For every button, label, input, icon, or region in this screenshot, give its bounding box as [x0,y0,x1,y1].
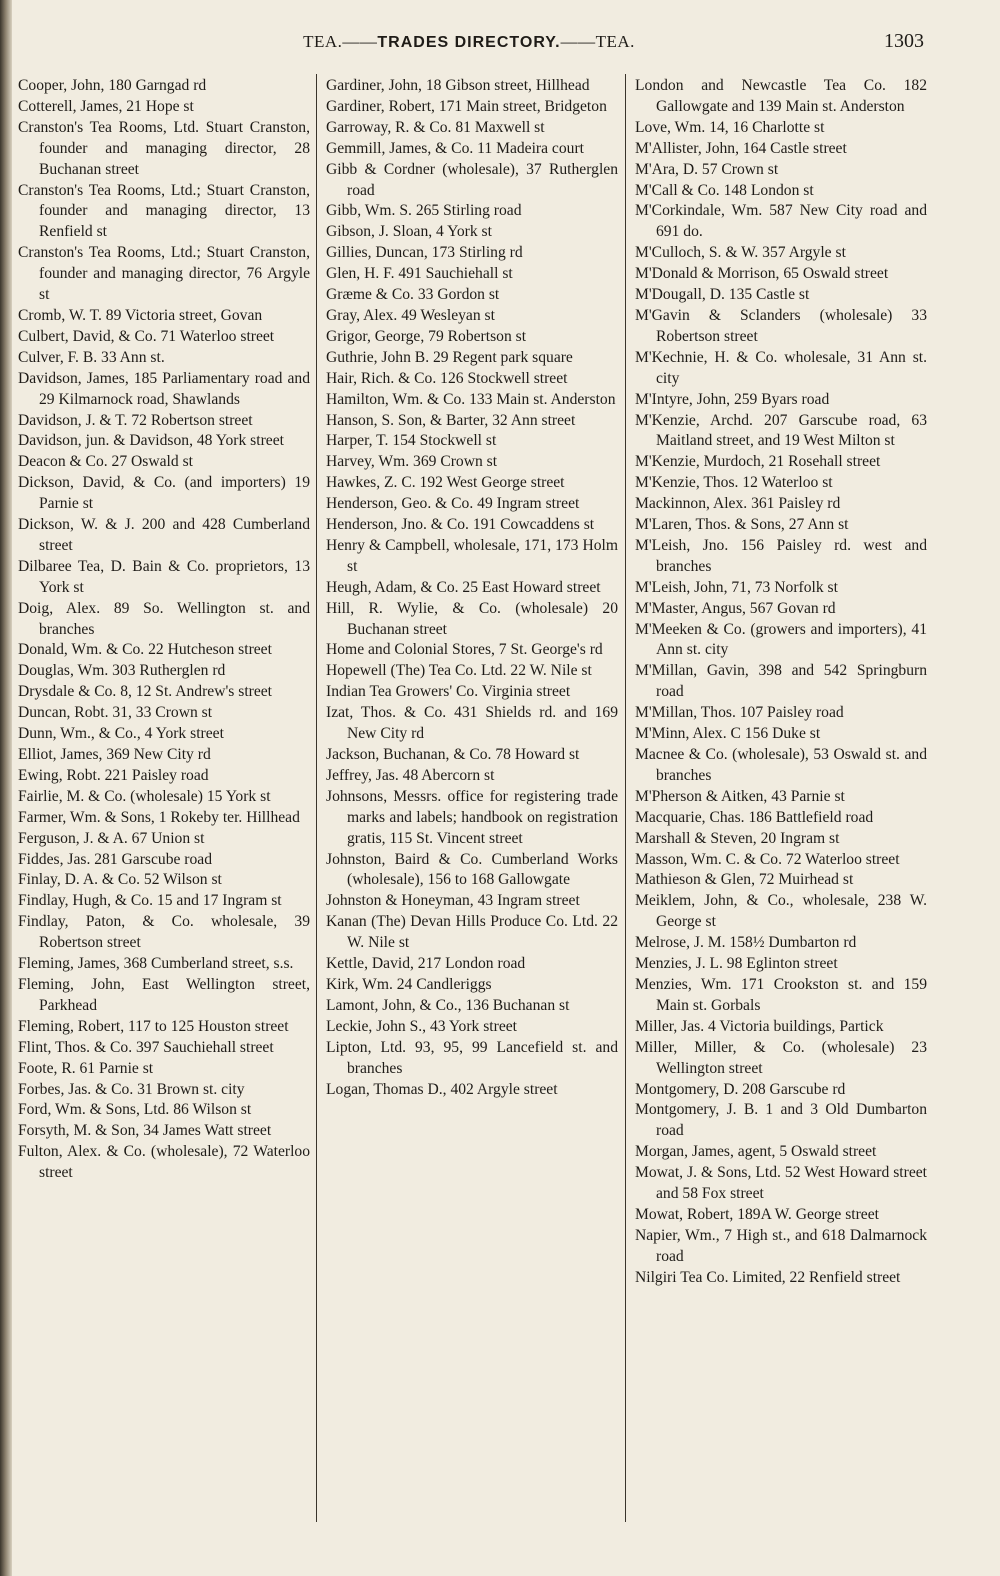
directory-entry: Fiddes, Jas. 281 Garscube road [18,850,213,868]
directory-entry: Fleming, Robert, 117 to 125 Houston street [18,1017,289,1035]
directory-entry: Davidson, James, 185 Parliamentary road and 29 Kilmarnock road, Shawlands [18,369,310,408]
directory-entry: Macnee & Co. (wholesale), 53 Oswald st. and branches [635,746,927,784]
directory-entry: Kirk, Wm. 24 Candleriggs [326,975,492,993]
directory-entry: Menzies, J. L. 98 Eglinton street [635,955,838,973]
page-number: 1303 [884,30,924,52]
directory-entry: Henry & Campbell, wholesale, 171, 173 Holm st [326,536,618,575]
directory-entry: Heugh, Adam, & Co. 25 East Howard street [326,578,601,596]
directory-entry: Hill, R. Wylie, & Co. (wholesale) 20 Buchanan street [326,599,618,638]
directory-entry: M'Kenzie, Thos. 12 Waterloo st [635,474,833,492]
directory-entry: Donald, Wm. & Co. 22 Hutcheson street [18,641,272,659]
directory-entry: Gardiner, John, 18 Gibson street, Hillhead [326,77,590,94]
directory-entry: Home and Colonial Stores, 7 St. George's rd [326,641,603,659]
directory-entry: M'Meeken & Co. (growers and importers), 41 Ann st. city [635,620,927,659]
directory-entry: M'Pherson & Aitken, 43 Parnie st [635,787,845,805]
directory-entry: Culver, F. B. 33 Ann st. [18,348,165,366]
directory-entry: M'Culloch, S. & W. 357 Argyle st [635,244,846,262]
directory-entry: Gibb, Wm. S. 265 Stirling road [326,202,522,220]
directory-entry: Ferguson, J. & A. 67 Union st [18,829,205,847]
header-left: TEA. [303,32,343,51]
directory-entry: Cotterell, James, 21 Hope st [18,97,194,115]
directory-entry: Duncan, Robt. 31, 33 Crown st [18,704,213,722]
directory-entry: Cooper, John, 180 Garngad rd [18,77,207,94]
directory-entry: Johnsons, Messrs. office for registering trade marks and labels; handbook on registration gratis, 115 St. Vincent street [326,787,618,847]
directory-entry: M'Kenzie, Archd. 207 Garscube road, 63 Maitland street, and 19 West Milton st [635,411,927,450]
directory-entry: Macquarie, Chas. 186 Battlefield road [635,808,874,826]
directory-entry: Findlay, Paton, & Co. wholesale, 39 Robertson street [18,913,310,952]
header-dash-right: —— [560,32,596,51]
directory-entry: Napier, Wm., 7 High st., and 618 Dalmarnock road [635,1226,927,1265]
directory-entry: Hopewell (The) Tea Co. Ltd. 22 W. Nile st [326,662,592,680]
directory-entry: M'Kenzie, Murdoch, 21 Rosehall street [635,453,881,471]
header-title [14,32,924,52]
directory-entry: Hamilton, Wm. & Co. 133 Main st. Anderston [326,390,616,408]
directory-entry: Dunn, Wm., & Co., 4 York street [18,725,224,743]
directory-entry: Miller, Miller, & Co. (wholesale) 23 Wellington street [635,1038,927,1077]
directory-entry: Melrose, J. M. 158½ Dumbarton rd [635,934,857,952]
directory-entry: Nilgiri Tea Co. Limited, 22 Renfield street [635,1268,901,1286]
book-spine-shadow [0,0,12,1576]
directory-entry: Garroway, R. & Co. 81 Maxwell st [326,118,545,136]
directory-entry: Hanson, S. Son, & Barter, 32 Ann street [326,411,576,429]
directory-entry: Menzies, Wm. 171 Crookston st. and 159 Main st. Gorbals [635,975,927,1014]
directory-entry: Hair, Rich. & Co. 126 Stockwell street [326,369,568,387]
directory-entry: Henderson, Geo. & Co. 49 Ingram street [326,495,580,513]
column-divider-1 [316,74,317,1522]
directory-entry: Mackinnon, Alex. 361 Paisley rd [635,495,841,513]
directory-entry: M'Leish, John, 71, 73 Norfolk st [635,578,838,596]
directory-entry: Johnston, Baird & Co. Cumberland Works (wholesale), 156 to 168 Gallowgate [326,850,618,889]
directory-entry: Doig, Alex. 89 So. Wellington st. and branches [18,599,310,638]
directory-entry: M'Millan, Gavin, 398 and 542 Springburn road [635,662,927,701]
directory-entry: Mathieson & Glen, 72 Muirhead st [635,871,854,889]
directory-entry: Mowat, Robert, 189A W. George street [635,1205,879,1223]
directory-entry: Fairlie, M. & Co. (wholesale) 15 York st [18,787,271,805]
directory-entry: Logan, Thomas D., 402 Argyle street [326,1080,558,1098]
directory-entry: Gibb & Cordner (wholesale), 37 Rutherglen road [326,160,618,199]
directory-entry: M'Millan, Thos. 107 Paisley road [635,704,844,722]
header-center: TRADES DIRECTORY. [377,34,561,51]
directory-entry: Græme & Co. 33 Gordon st [326,286,500,304]
running-header [14,30,924,60]
directory-entry: Forbes, Jas. & Co. 31 Brown st. city [18,1080,245,1098]
directory-entry: Gardiner, Robert, 171 Main street, Bridgeton [326,97,607,115]
directory-entry: Lipton, Ltd. 93, 95, 99 Lancefield st. and branches [326,1038,618,1077]
directory-entry: Gibson, J. Sloan, 4 York st [326,223,492,241]
directory-entry: Farmer, Wm. & Sons, 1 Rokeby ter. Hillhead [18,808,300,826]
directory-entry: Davidson, jun. & Davidson, 48 York street [18,432,284,450]
directory-column-1 [18,76,310,1184]
directory-entry: M'Gavin & Sclanders (wholesale) 33 Robertson street [635,306,927,345]
directory-entry: Harvey, Wm. 369 Crown st [326,453,498,471]
directory-column-3 [635,76,927,1289]
directory-entry: Ewing, Robt. 221 Paisley road [18,766,209,784]
directory-entry: Fleming, John, East Wellington street, Parkhead [18,975,310,1014]
directory-entry: Jackson, Buchanan, & Co. 78 Howard st [326,746,580,763]
directory-entry: M'Dougall, D. 135 Castle st [635,286,810,304]
directory-entry: M'Corkindale, Wm. 587 New City road and 691 do. [635,202,927,241]
directory-entry: Jeffrey, Jas. 48 Abercorn st [326,766,495,784]
directory-entry: Grigor, George, 79 Robertson st [326,327,527,345]
column-divider-2 [625,74,626,1522]
directory-entry: Harper, T. 154 Stockwell st [326,432,497,450]
directory-entry: Drysdale & Co. 8, 12 St. Andrew's street [18,683,273,701]
directory-entry: Douglas, Wm. 303 Rutherglen rd [18,662,226,680]
header-right: TEA. [595,32,635,51]
directory-entry: Hawkes, Z. C. 192 West George street [326,474,565,492]
directory-entry: Gillies, Duncan, 173 Stirling rd [326,244,523,262]
directory-entry: Davidson, J. & T. 72 Robertson street [18,411,253,429]
directory-entry: M'Laren, Thos. & Sons, 27 Ann st [635,516,849,534]
directory-entry: Leckie, John S., 43 York street [326,1017,518,1035]
directory-entry: Morgan, James, agent, 5 Oswald street [635,1143,877,1161]
directory-entry: Gemmill, James, & Co. 11 Madeira court [326,139,584,157]
directory-entry: Flint, Thos. & Co. 397 Sauchiehall street [18,1038,274,1056]
directory-entry: Elliot, James, 369 New City rd [18,746,211,763]
directory-entry: Indian Tea Growers' Co. Virginia street [326,683,571,701]
directory-entry: M'Ara, D. 57 Crown st [635,160,779,178]
directory-entry: Montgomery, J. B. 1 and 3 Old Dumbarton road [635,1101,927,1140]
directory-entry: Dickson, W. & J. 200 and 428 Cumberland street [18,516,310,554]
directory-entry: Izat, Thos. & Co. 431 Shields rd. and 169 New City rd [326,704,618,743]
directory-entry: Cranston's Tea Rooms, Ltd.; Stuart Cranston, founder and managing director, 13 Renfield st [18,181,310,241]
directory-entry: Lamont, John, & Co., 136 Buchanan st [326,996,570,1014]
directory-entry: M'Allister, John, 164 Castle street [635,139,847,157]
directory-entry: Culbert, David, & Co. 71 Waterloo street [18,327,275,345]
directory-entry: M'Donald & Morrison, 65 Oswald street [635,265,889,283]
directory-entry: Cromb, W. T. 89 Victoria street, Govan [18,306,263,324]
directory-entry: M'Call & Co. 148 London st [635,181,814,199]
directory-entry: Love, Wm. 14, 16 Charlotte st [635,118,825,136]
directory-entry: M'Leish, Jno. 156 Paisley rd. west and branches [635,536,927,575]
directory-entry: Finlay, D. A. & Co. 52 Wilson st [18,871,222,889]
directory-entry: Forsyth, M. & Son, 34 James Watt street [18,1122,272,1140]
directory-entry: Findlay, Hugh, & Co. 15 and 17 Ingram st [18,892,282,910]
directory-entry: Johnston & Honeyman, 43 Ingram street [326,892,580,910]
directory-entry: Meiklem, John, & Co., wholesale, 238 W. George st [635,892,927,931]
header-dash-left: —— [342,32,378,51]
directory-entry: Glen, H. F. 491 Sauchiehall st [326,265,513,283]
directory-entry: Mowat, J. & Sons, Ltd. 52 West Howard street and 58 Fox street [635,1164,927,1203]
directory-entry: M'Intyre, John, 259 Byars road [635,390,830,408]
directory-entry: Kanan (The) Devan Hills Produce Co. Ltd. 22 W. Nile st [326,913,618,952]
directory-entry: Deacon & Co. 27 Oswald st [18,453,193,471]
directory-entry: Miller, Jas. 4 Victoria buildings, Partick [635,1017,884,1035]
directory-column-2 [326,76,618,1100]
directory-entry: Fulton, Alex. & Co. (wholesale), 72 Waterloo street [18,1143,310,1182]
directory-entry: Henderson, Jno. & Co. 191 Cowcaddens st [326,516,595,534]
directory-entry: Cranston's Tea Rooms, Ltd. Stuart Cranston, founder and managing director, 28 Buchanan street [18,118,310,178]
directory-entry: Kettle, David, 217 London road [326,955,526,973]
directory-entry: Cranston's Tea Rooms, Ltd.; Stuart Cranston, founder and managing director, 76 Argyle st [18,244,310,304]
directory-entry: Montgomery, D. 208 Garscube rd [635,1080,846,1098]
directory-entry: M'Kechnie, H. & Co. wholesale, 31 Ann st. city [635,348,927,387]
directory-entry: Masson, Wm. C. & Co. 72 Waterloo street [635,850,900,868]
directory-entry: Guthrie, John B. 29 Regent park square [326,348,573,366]
directory-entry: Foote, R. 61 Parnie st [18,1059,154,1077]
directory-entry: Dickson, David, & Co. (and importers) 19 Parnie st [18,474,310,513]
directory-entry: London and Newcastle Tea Co. 182 Gallowgate and 139 Main st. Anderston [635,77,927,115]
directory-entry: Gray, Alex. 49 Wesleyan st [326,306,495,324]
directory-entry: M'Master, Angus, 567 Govan rd [635,599,836,617]
directory-entry: Marshall & Steven, 20 Ingram st [635,829,840,847]
directory-entry: Dilbaree Tea, D. Bain & Co. proprietors, 13 York st [18,557,310,596]
directory-entry: Ford, Wm. & Sons, Ltd. 86 Wilson st [18,1101,252,1119]
directory-entry: Fleming, James, 368 Cumberland street, s.s. [18,955,294,973]
directory-entry: M'Minn, Alex. C 156 Duke st [635,725,821,743]
